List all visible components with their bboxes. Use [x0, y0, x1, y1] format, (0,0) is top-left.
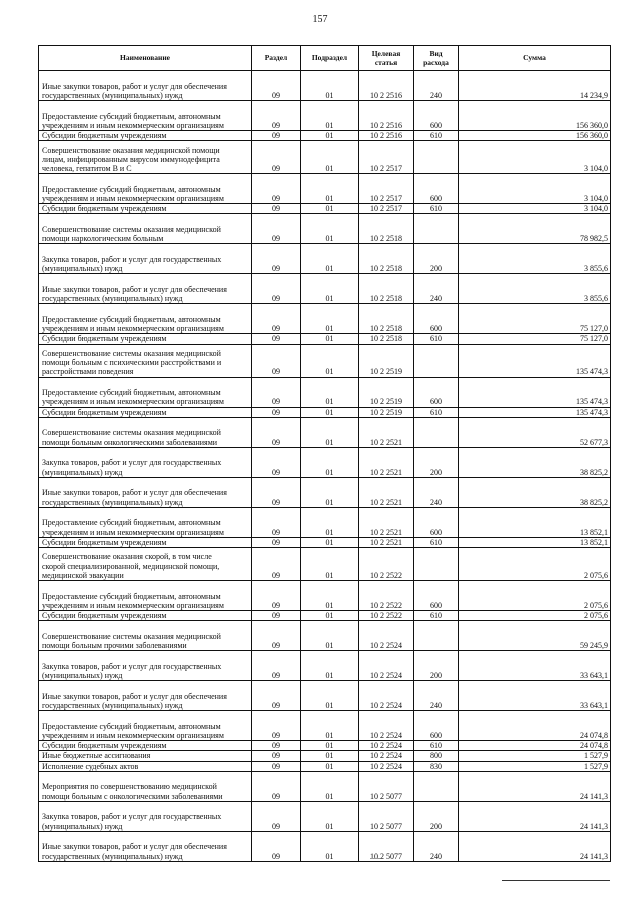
row-name-line: государственных (муниципальных) нужд — [42, 701, 183, 711]
row-expense: 240 — [414, 477, 459, 507]
row-target: 10 2 2516 — [359, 131, 414, 141]
row-subsection: 01 — [301, 377, 359, 407]
row-name — [39, 131, 252, 141]
row-expense: 830 — [414, 761, 459, 771]
row-expense: 610 — [414, 407, 459, 417]
row-sum: 52 677,3 — [459, 417, 611, 447]
row-name-line: учреждениям и иным некоммерческим организациям — [42, 194, 224, 203]
row-section: 09 — [252, 141, 301, 174]
row-subsection: 01 — [301, 581, 359, 611]
row-name — [39, 611, 252, 621]
row-name — [39, 651, 252, 681]
row-section: 09 — [252, 417, 301, 447]
row-target: 10 2 2517 — [359, 204, 414, 214]
row-name-line: Закупка товаров, работ и услуг для государственных — [42, 661, 222, 671]
row-section: 09 — [252, 244, 301, 274]
row-expense: 200 — [414, 801, 459, 831]
row-subsection: 01 — [301, 801, 359, 831]
row-name-line: Предоставление субсидий бюджетным, автономным — [42, 388, 221, 398]
row-subsection: 01 — [301, 681, 359, 711]
row-name — [39, 101, 252, 131]
table-row — [39, 651, 611, 681]
table-row — [39, 548, 611, 581]
row-target: 10 2 2518 — [359, 274, 414, 304]
row-name-line: Субсидии бюджетным учреждениям — [42, 131, 167, 140]
row-subsection: 01 — [301, 611, 359, 621]
row-name-line: Предоставление субсидий бюджетным, автономным — [42, 111, 221, 121]
row-subsection: 01 — [301, 537, 359, 547]
row-name-line: помощи наркологическим больным — [42, 234, 164, 244]
row-name — [39, 304, 252, 334]
row-subsection: 01 — [301, 71, 359, 101]
table-row — [39, 711, 611, 741]
row-name-line: (муниципальных) нужд — [42, 467, 123, 477]
row-name-line: Субсидии бюджетным учреждениям — [42, 537, 167, 547]
row-target: 10 2 2521 — [359, 537, 414, 547]
row-sum: 24 074,8 — [459, 711, 611, 741]
row-name — [39, 741, 252, 751]
row-expense — [414, 214, 459, 244]
table-row — [39, 101, 611, 131]
row-name-line: учреждениям и иным некоммерческим организациям — [42, 600, 224, 610]
row-target: 10 2 2518 — [359, 304, 414, 334]
row-name-line: Предоставление субсидий бюджетным, автономным — [42, 721, 221, 731]
row-name-line: учреждениям и иным некоммерческим организациям — [42, 397, 224, 407]
row-name-line: (муниципальных) нужд — [42, 821, 123, 831]
row-target: 10 2 5077 — [359, 831, 414, 861]
row-target: 10 2 2524 — [359, 751, 414, 761]
row-name — [39, 477, 252, 507]
row-name-line: человека, гепатитом В и С — [42, 164, 132, 173]
row-subsection: 01 — [301, 761, 359, 771]
row-subsection: 01 — [301, 417, 359, 447]
row-subsection: 01 — [301, 244, 359, 274]
table-row — [39, 274, 611, 304]
row-section: 09 — [252, 831, 301, 861]
row-name — [39, 507, 252, 537]
row-name — [39, 711, 252, 741]
row-name — [39, 244, 252, 274]
row-subsection: 01 — [301, 101, 359, 131]
row-name-line: Совершенствование системы оказания медицинской — [42, 349, 221, 358]
row-name-line: Исполнение судебных актов — [42, 761, 139, 771]
table-row — [39, 507, 611, 537]
scan-mark — [370, 858, 380, 859]
row-name-line: (муниципальных) нужд — [42, 264, 123, 274]
row-expense: 600 — [414, 507, 459, 537]
row-expense — [414, 141, 459, 174]
row-sum: 156 360,0 — [459, 131, 611, 141]
table-row — [39, 71, 611, 101]
row-subsection: 01 — [301, 344, 359, 377]
footer-rule — [502, 880, 610, 881]
table-row — [39, 771, 611, 801]
row-name-line: Субсидии бюджетным учреждениям — [42, 611, 167, 621]
header-target-article — [359, 46, 414, 71]
row-subsection: 01 — [301, 621, 359, 651]
row-name-line: государственных (муниципальных) нужд — [42, 851, 183, 861]
row-sum: 156 360,0 — [459, 101, 611, 131]
table-row — [39, 244, 611, 274]
row-subsection: 01 — [301, 771, 359, 801]
row-section: 09 — [252, 548, 301, 581]
row-name-line: скорой специализированной, медицинской помощи, — [42, 561, 220, 571]
row-name-line: Предоставление субсидий бюджетным, автономным — [42, 315, 221, 324]
header-sum: Сумма — [459, 46, 611, 71]
row-name-line: помощи больным онкологическими заболеваниями — [42, 437, 218, 447]
row-name-line: помощи больным с психическими расстройствами и — [42, 358, 222, 368]
row-section: 09 — [252, 581, 301, 611]
row-expense — [414, 621, 459, 651]
row-name-line: учреждениям и иным некоммерческим организациям — [42, 731, 224, 741]
row-target: 10 2 2519 — [359, 377, 414, 407]
row-name-line: помощи больным с онкологическими заболеваниями — [42, 791, 223, 801]
row-expense: 610 — [414, 204, 459, 214]
row-name — [39, 831, 252, 861]
row-sum: 24 141,3 — [459, 831, 611, 861]
table-row — [39, 681, 611, 711]
row-target: 10 2 2518 — [359, 244, 414, 274]
row-name-line: государственных (муниципальных) нужд — [42, 497, 183, 507]
row-name — [39, 141, 252, 174]
row-section: 09 — [252, 651, 301, 681]
row-name — [39, 537, 252, 547]
row-name-line: медицинской эвакуации — [42, 570, 124, 580]
row-name — [39, 407, 252, 417]
row-target: 10 2 5077 — [359, 771, 414, 801]
row-subsection: 01 — [301, 651, 359, 681]
table-row — [39, 174, 611, 204]
table-body — [39, 71, 611, 862]
row-subsection: 01 — [301, 447, 359, 477]
row-name-line: Совершенствование оказания медицинской помощи — [42, 145, 220, 155]
table-row — [39, 537, 611, 547]
row-name-line: Иные закупки товаров, работ и услуг для обеспечения — [42, 285, 227, 294]
row-expense: 610 — [414, 611, 459, 621]
row-target: 10 2 2517 — [359, 141, 414, 174]
row-section: 09 — [252, 771, 301, 801]
header-expense-line2: расхода — [423, 58, 449, 67]
row-section: 09 — [252, 611, 301, 621]
row-expense: 200 — [414, 244, 459, 274]
row-sum: 78 982,5 — [459, 214, 611, 244]
row-name — [39, 344, 252, 377]
row-name-line: Иные закупки товаров, работ и услуг для обеспечения — [42, 842, 227, 852]
row-name — [39, 447, 252, 477]
row-subsection: 01 — [301, 711, 359, 741]
row-expense: 600 — [414, 101, 459, 131]
row-name — [39, 274, 252, 304]
header-section: Раздел — [252, 46, 301, 71]
row-name-line: Предоставление субсидий бюджетным, автономным — [42, 184, 221, 194]
row-expense: 600 — [414, 377, 459, 407]
row-name — [39, 761, 252, 771]
row-subsection: 01 — [301, 141, 359, 174]
row-name — [39, 621, 252, 651]
row-expense: 240 — [414, 71, 459, 101]
row-section: 09 — [252, 101, 301, 131]
row-expense: 600 — [414, 174, 459, 204]
row-sum: 24 074,8 — [459, 741, 611, 751]
row-sum: 59 245,9 — [459, 621, 611, 651]
row-section: 09 — [252, 711, 301, 741]
row-sum: 3 855,6 — [459, 244, 611, 274]
table-row — [39, 581, 611, 611]
row-subsection: 01 — [301, 548, 359, 581]
row-name — [39, 581, 252, 611]
row-expense: 600 — [414, 581, 459, 611]
row-target: 10 2 2524 — [359, 651, 414, 681]
row-name — [39, 377, 252, 407]
row-name-line: Предоставление субсидий бюджетным, автономным — [42, 518, 221, 528]
row-name — [39, 548, 252, 581]
row-sum: 75 127,0 — [459, 334, 611, 344]
row-sum: 38 825,2 — [459, 477, 611, 507]
row-expense: 800 — [414, 751, 459, 761]
table-row — [39, 447, 611, 477]
row-section: 09 — [252, 447, 301, 477]
header-name: Наименование — [39, 46, 252, 71]
row-expense: 610 — [414, 334, 459, 344]
row-name-line: Совершенствование оказания скорой, в том числе — [42, 552, 212, 562]
row-sum: 2 075,6 — [459, 548, 611, 581]
table-header — [39, 46, 611, 71]
row-name — [39, 71, 252, 101]
header-subsection: Подраздел — [301, 46, 359, 71]
row-section: 09 — [252, 621, 301, 651]
row-sum: 24 141,3 — [459, 771, 611, 801]
row-expense: 200 — [414, 651, 459, 681]
table-row — [39, 477, 611, 507]
table-row — [39, 141, 611, 174]
row-name-line: Субсидии бюджетным учреждениям — [42, 204, 167, 214]
table-row — [39, 751, 611, 761]
row-subsection: 01 — [301, 334, 359, 344]
row-expense — [414, 548, 459, 581]
row-target: 10 2 2521 — [359, 477, 414, 507]
row-name-line: Закупка товаров, работ и услуг для государственных — [42, 255, 222, 264]
row-expense — [414, 771, 459, 801]
row-sum: 3 104,0 — [459, 141, 611, 174]
row-subsection: 01 — [301, 174, 359, 204]
row-subsection: 01 — [301, 204, 359, 214]
row-expense: 600 — [414, 304, 459, 334]
row-sum: 75 127,0 — [459, 304, 611, 334]
row-name-line: Иные бюджетные ассигнования — [42, 751, 151, 761]
row-target: 10 2 2522 — [359, 581, 414, 611]
row-sum: 13 852,1 — [459, 537, 611, 547]
table-row — [39, 621, 611, 651]
row-name-line: Субсидии бюджетным учреждениям — [42, 407, 167, 417]
row-expense: 610 — [414, 131, 459, 141]
table-row — [39, 377, 611, 407]
row-name-line: учреждениям и иным некоммерческим организациям — [42, 324, 224, 334]
row-expense: 610 — [414, 741, 459, 751]
header-expense-line1: Вид — [429, 48, 443, 58]
row-name — [39, 204, 252, 214]
row-section: 09 — [252, 751, 301, 761]
row-name-line: Закупка товаров, работ и услуг для государственных — [42, 812, 222, 822]
row-target: 10 2 2521 — [359, 507, 414, 537]
row-name-line: лицам, инфицированным вирусом иммунодефицита — [42, 154, 220, 164]
row-name-line: Мероприятия по совершенствованию медицинской — [42, 782, 217, 792]
table-row — [39, 344, 611, 377]
row-expense: 610 — [414, 537, 459, 547]
table-row — [39, 204, 611, 214]
row-name-line: учреждениям и иным некоммерческим организациям — [42, 120, 224, 130]
row-name-line: (муниципальных) нужд — [42, 671, 123, 681]
row-sum: 135 474,3 — [459, 344, 611, 377]
row-subsection: 01 — [301, 131, 359, 141]
row-subsection: 01 — [301, 751, 359, 761]
page-number: 157 — [312, 14, 328, 25]
table-row — [39, 334, 611, 344]
row-sum: 3 104,0 — [459, 204, 611, 214]
table-row — [39, 831, 611, 861]
row-subsection: 01 — [301, 831, 359, 861]
row-sum: 33 643,1 — [459, 681, 611, 711]
table-row — [39, 801, 611, 831]
row-section: 09 — [252, 71, 301, 101]
row-target: 10 2 2519 — [359, 407, 414, 417]
row-name-line: Совершенствование системы оказания медицинской — [42, 428, 221, 438]
header-target-line2: статья — [374, 58, 398, 67]
row-section: 09 — [252, 304, 301, 334]
row-name-line: Иные закупки товаров, работ и услуг для обеспечения — [42, 488, 227, 498]
row-name-line: Субсидии бюджетным учреждениям — [42, 741, 167, 751]
row-sum: 33 643,1 — [459, 651, 611, 681]
row-target: 10 2 2524 — [359, 761, 414, 771]
row-name — [39, 751, 252, 761]
row-sum: 24 141,3 — [459, 801, 611, 831]
row-target: 10 2 2519 — [359, 344, 414, 377]
row-name-line: Иные закупки товаров, работ и услуг для обеспечения — [42, 81, 227, 91]
row-target: 10 2 5077 — [359, 801, 414, 831]
row-sum: 1 527,9 — [459, 751, 611, 761]
table-row — [39, 214, 611, 244]
row-name-line: государственных (муниципальных) нужд — [42, 294, 183, 304]
row-name-line: помощи больным прочими заболеваниями — [42, 641, 187, 651]
row-target: 10 2 2518 — [359, 334, 414, 344]
row-section: 09 — [252, 174, 301, 204]
row-subsection: 01 — [301, 741, 359, 751]
row-section: 09 — [252, 204, 301, 214]
row-name — [39, 417, 252, 447]
row-target: 10 2 2522 — [359, 548, 414, 581]
row-expense: 200 — [414, 447, 459, 477]
table-row — [39, 741, 611, 751]
row-section: 09 — [252, 801, 301, 831]
row-sum: 135 474,3 — [459, 377, 611, 407]
row-name-line: Закупка товаров, работ и услуг для государственных — [42, 458, 222, 468]
row-sum: 3 104,0 — [459, 174, 611, 204]
row-name-line: государственных (муниципальных) нужд — [42, 90, 183, 100]
row-expense: 240 — [414, 274, 459, 304]
row-expense: 240 — [414, 681, 459, 711]
row-target: 10 2 2516 — [359, 71, 414, 101]
row-subsection: 01 — [301, 407, 359, 417]
row-section: 09 — [252, 477, 301, 507]
row-subsection: 01 — [301, 507, 359, 537]
table-row — [39, 761, 611, 771]
row-name-line: Иные закупки товаров, работ и услуг для обеспечения — [42, 691, 227, 701]
row-sum: 38 825,2 — [459, 447, 611, 477]
row-name-line: учреждениям и иным некоммерческим организациям — [42, 527, 224, 537]
row-target: 10 2 2521 — [359, 417, 414, 447]
row-subsection: 01 — [301, 304, 359, 334]
row-name — [39, 801, 252, 831]
row-name — [39, 771, 252, 801]
row-sum: 2 075,6 — [459, 611, 611, 621]
row-name-line: Совершенствование системы оказания медицинской — [42, 631, 221, 641]
row-name — [39, 174, 252, 204]
row-section: 09 — [252, 214, 301, 244]
row-expense: 600 — [414, 711, 459, 741]
table-row — [39, 304, 611, 334]
row-expense — [414, 344, 459, 377]
row-section: 09 — [252, 334, 301, 344]
row-sum: 1 527,9 — [459, 761, 611, 771]
row-name-line: Предоставление субсидий бюджетным, автономным — [42, 591, 221, 601]
row-section: 09 — [252, 537, 301, 547]
header-expense-type — [414, 46, 459, 71]
row-target: 10 2 2524 — [359, 621, 414, 651]
row-expense — [414, 417, 459, 447]
row-sum: 13 852,1 — [459, 507, 611, 537]
row-name — [39, 334, 252, 344]
row-name-line: Совершенствование системы оказания медицинской — [42, 225, 221, 234]
row-section: 09 — [252, 761, 301, 771]
table-row — [39, 407, 611, 417]
row-subsection: 01 — [301, 477, 359, 507]
row-section: 09 — [252, 131, 301, 141]
row-sum: 3 855,6 — [459, 274, 611, 304]
row-name-line: Субсидии бюджетным учреждениям — [42, 334, 167, 344]
row-section: 09 — [252, 344, 301, 377]
row-subsection: 01 — [301, 274, 359, 304]
row-target: 10 2 2524 — [359, 741, 414, 751]
row-section: 09 — [252, 681, 301, 711]
row-sum: 2 075,6 — [459, 581, 611, 611]
row-section: 09 — [252, 274, 301, 304]
row-sum: 14 234,9 — [459, 71, 611, 101]
row-target: 10 2 2524 — [359, 681, 414, 711]
row-name-line: расстройствами поведения — [42, 367, 134, 377]
header-target-line1: Целевая — [371, 48, 401, 58]
table-row — [39, 417, 611, 447]
row-target: 10 2 2524 — [359, 711, 414, 741]
row-name — [39, 681, 252, 711]
table-row — [39, 131, 611, 141]
row-name — [39, 214, 252, 244]
table-row — [39, 611, 611, 621]
row-target: 10 2 2521 — [359, 447, 414, 477]
row-expense: 240 — [414, 831, 459, 861]
row-subsection: 01 — [301, 214, 359, 244]
row-sum: 135 474,3 — [459, 407, 611, 417]
row-section: 09 — [252, 741, 301, 751]
row-section: 09 — [252, 377, 301, 407]
row-target: 10 2 2517 — [359, 174, 414, 204]
row-section: 09 — [252, 507, 301, 537]
row-target: 10 2 2516 — [359, 101, 414, 131]
row-target: 10 2 2518 — [359, 214, 414, 244]
budget-table — [38, 45, 611, 862]
row-section: 09 — [252, 407, 301, 417]
row-target: 10 2 2522 — [359, 611, 414, 621]
